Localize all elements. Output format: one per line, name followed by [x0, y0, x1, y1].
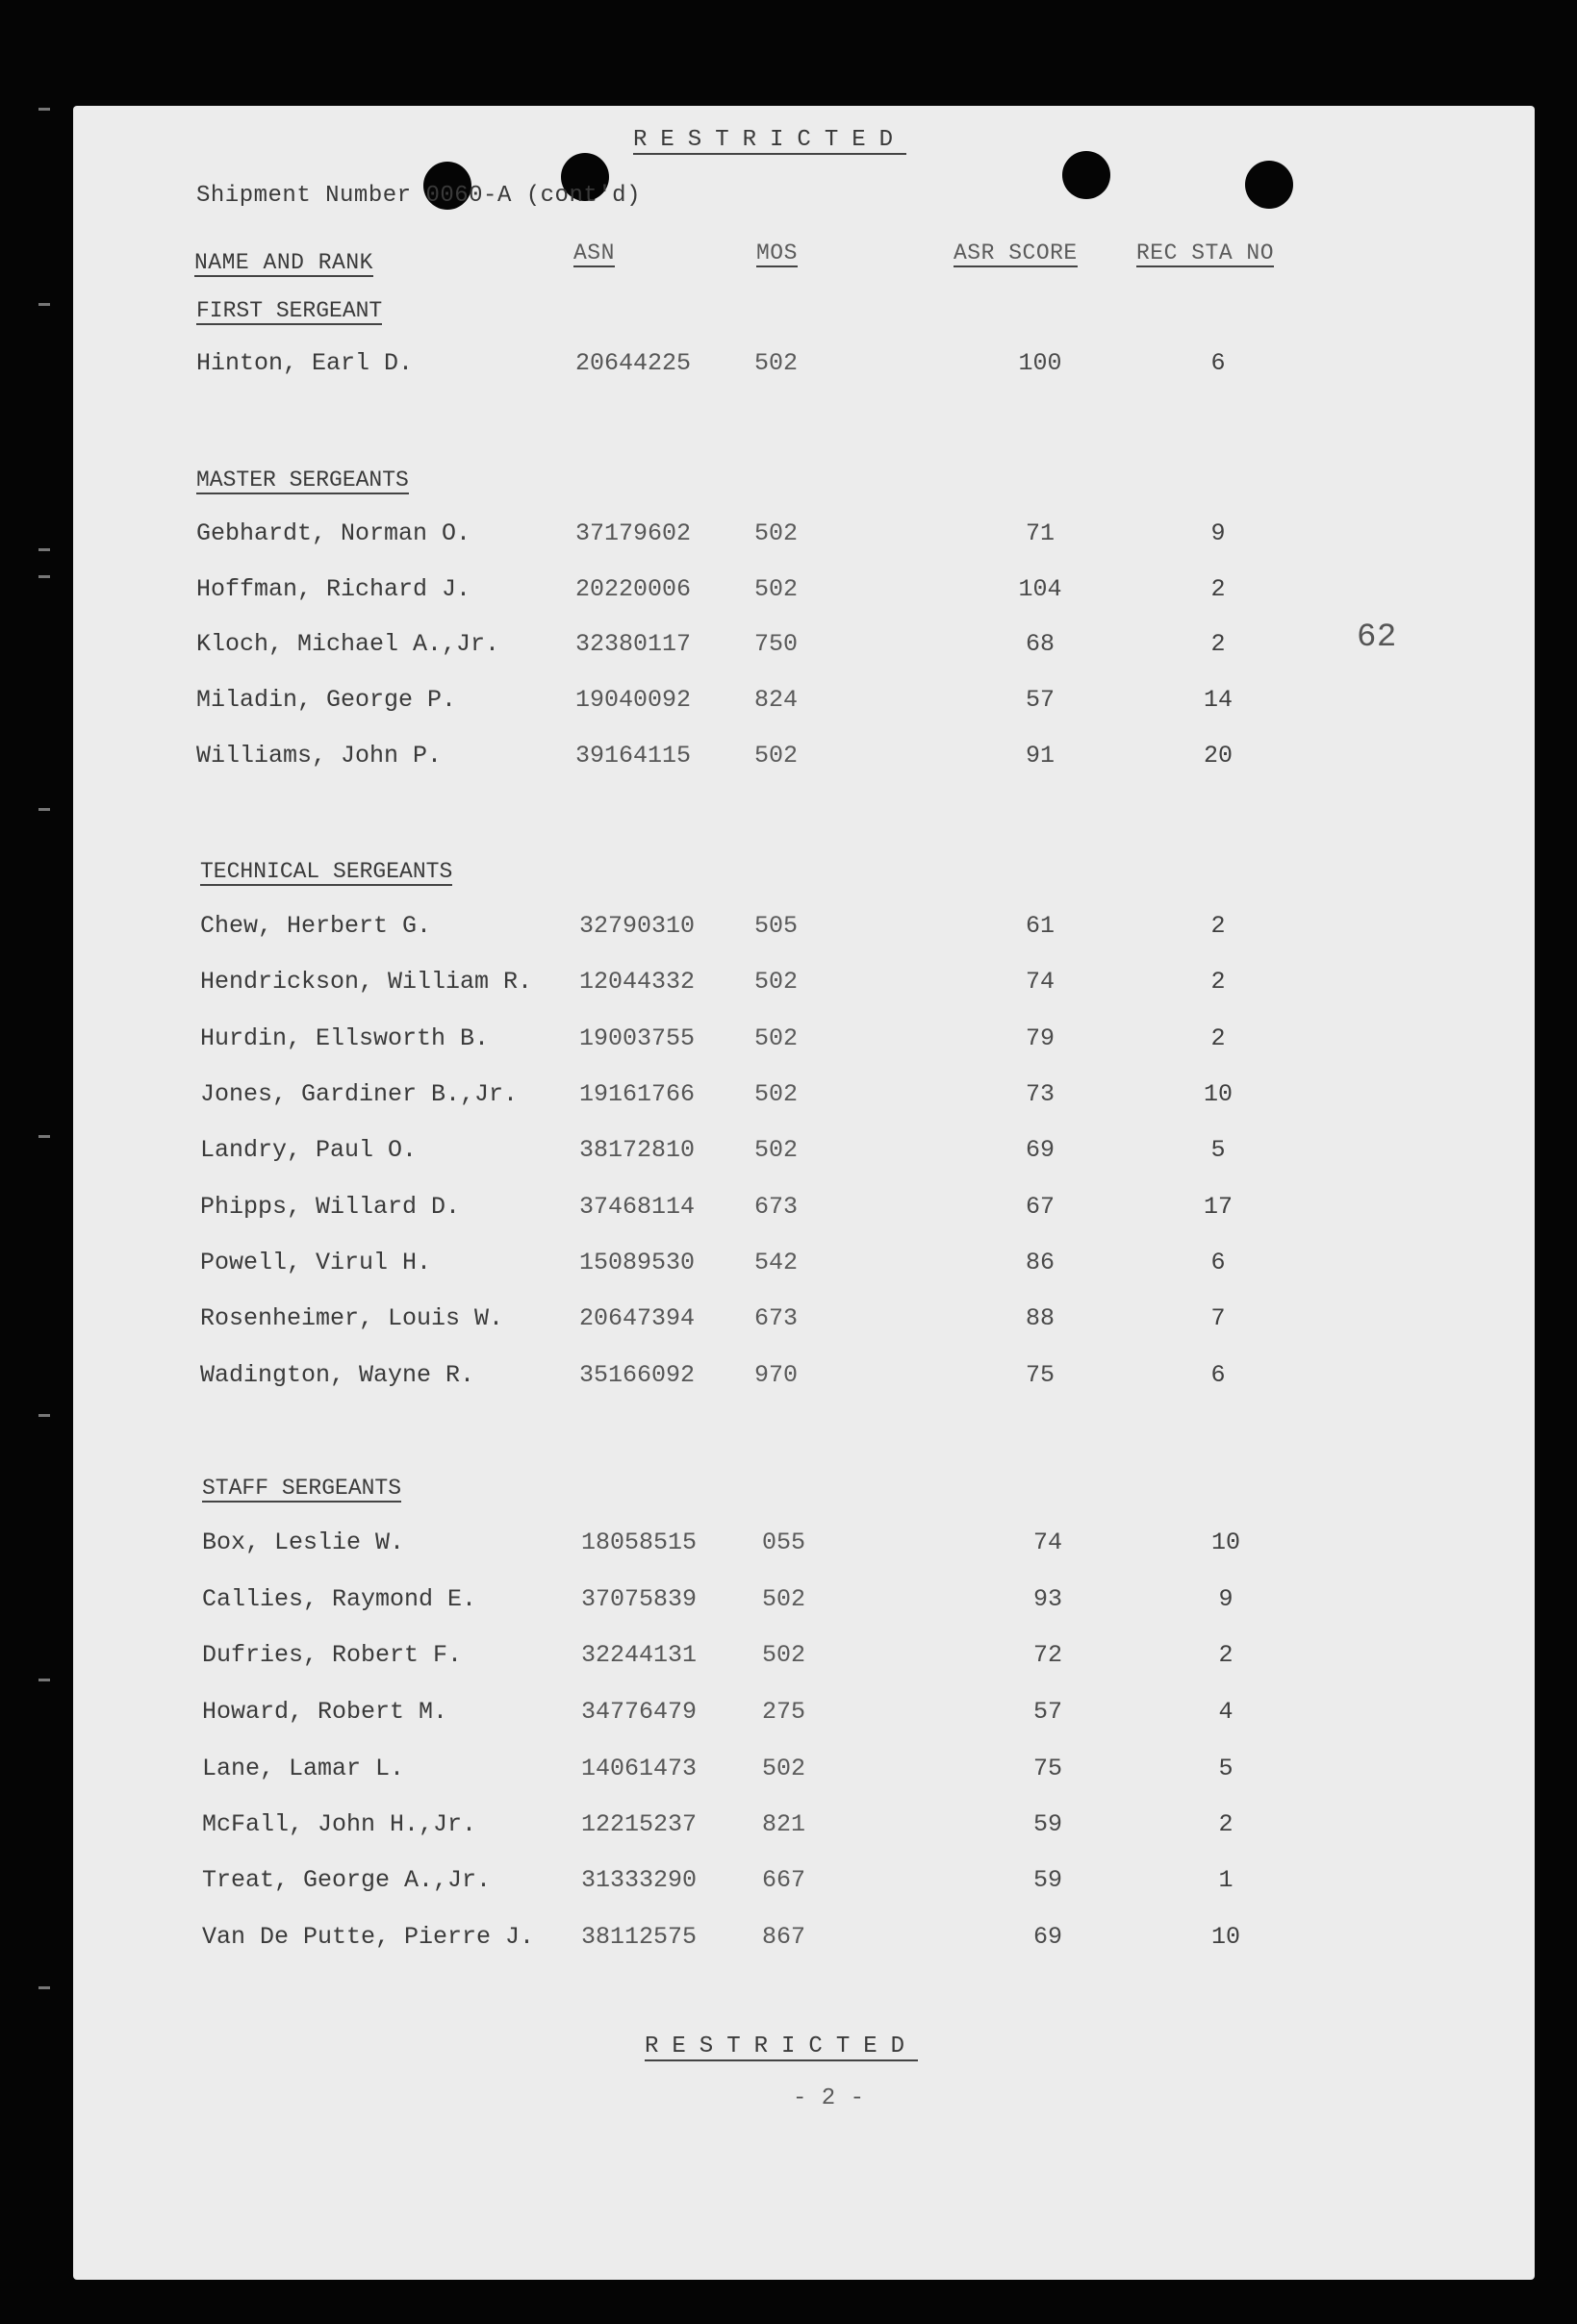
scan-mark: [38, 1414, 50, 1417]
table-row: [73, 1024, 1535, 1063]
cell-mos: 502: [754, 519, 799, 547]
cell-mos: 502: [754, 742, 799, 770]
cell-mos: 867: [762, 1923, 806, 1951]
cell-asn: 31333290: [581, 1866, 698, 1894]
cell-score: 75: [1032, 1755, 1062, 1782]
cell-asn: 18058515: [581, 1528, 698, 1556]
column-header-mos: MOS: [756, 240, 798, 265]
margin-number: 62: [1357, 619, 1397, 656]
cell-name: Treat, George A.,Jr.: [202, 1866, 492, 1894]
table-row: [73, 1249, 1535, 1287]
cell-rec: 2: [1218, 1810, 1234, 1838]
cell-score: 59: [1032, 1810, 1062, 1838]
cell-score: 61: [1025, 912, 1055, 940]
cell-mos: 502: [754, 575, 799, 603]
cell-score: 93: [1032, 1585, 1062, 1613]
table-row: [73, 742, 1535, 780]
classification-footer: RESTRICTED: [645, 2034, 919, 2059]
table-row: [73, 1361, 1535, 1400]
cell-asn: 12044332: [579, 968, 696, 996]
table-row: [73, 1923, 1535, 1961]
table-row: [73, 1136, 1535, 1175]
cell-rec: 7: [1210, 1304, 1226, 1332]
cell-rec: 6: [1210, 349, 1226, 377]
cell-mos: 275: [762, 1698, 806, 1726]
cell-score: 72: [1032, 1641, 1062, 1669]
cell-score: 79: [1025, 1024, 1055, 1052]
cell-rec: 2: [1210, 968, 1226, 996]
cell-mos: 824: [754, 686, 799, 714]
cell-asn: 14061473: [581, 1755, 698, 1782]
table-row: [73, 1304, 1535, 1343]
cell-rec: 9: [1210, 519, 1226, 547]
cell-score: 67: [1025, 1193, 1055, 1221]
cell-asn: 20647394: [579, 1304, 696, 1332]
table-row: [73, 1755, 1535, 1793]
cell-score: 57: [1032, 1698, 1062, 1726]
table-row: [73, 349, 1535, 388]
cell-score: 100: [1018, 349, 1062, 377]
table-row: [73, 1080, 1535, 1119]
cell-mos: 970: [754, 1361, 799, 1389]
cell-name: Lane, Lamar L.: [202, 1755, 405, 1782]
shipment-number: Shipment Number 0060-A (cont'd): [196, 183, 641, 209]
table-row: [73, 968, 1535, 1006]
table-row: [73, 1641, 1535, 1680]
scan-mark: [38, 1986, 50, 1989]
scan-mark: [38, 575, 50, 578]
cell-name: Hurdin, Ellsworth B.: [200, 1024, 490, 1052]
column-header-rec: REC STA NO: [1136, 240, 1275, 265]
cell-name: Dufries, Robert F.: [202, 1641, 463, 1669]
section-title-master-sergeants: MASTER SERGEANTS: [196, 467, 409, 493]
cell-score: 57: [1025, 686, 1055, 714]
cell-mos: 505: [754, 912, 799, 940]
punch-hole: [1245, 161, 1293, 209]
section-title-first-sergeant: FIRST SERGEANT: [196, 298, 383, 323]
cell-rec: 10: [1203, 1080, 1233, 1108]
cell-name: Box, Leslie W.: [202, 1528, 405, 1556]
cell-rec: 10: [1210, 1923, 1240, 1951]
cell-asn: 15089530: [579, 1249, 696, 1276]
table-row: [73, 1193, 1535, 1231]
scan-mark: [38, 548, 50, 551]
cell-name: Hinton, Earl D.: [196, 349, 414, 377]
scan-mark: [38, 1679, 50, 1681]
cell-asn: 38172810: [579, 1136, 696, 1164]
cell-asn: 19161766: [579, 1080, 696, 1108]
cell-mos: 502: [762, 1585, 806, 1613]
cell-name: Hoffman, Richard J.: [196, 575, 471, 603]
column-header-asn: ASN: [573, 240, 615, 265]
cell-name: Kloch, Michael A.,Jr.: [196, 630, 500, 658]
cell-score: 69: [1025, 1136, 1055, 1164]
cell-mos: 667: [762, 1866, 806, 1894]
cell-name: Wadington, Wayne R.: [200, 1361, 475, 1389]
cell-rec: 2: [1210, 912, 1226, 940]
cell-name: Phipps, Willard D.: [200, 1193, 461, 1221]
table-row: [73, 912, 1535, 950]
cell-name: Hendrickson, William R.: [200, 968, 533, 996]
cell-asn: 38112575: [581, 1923, 698, 1951]
cell-rec: 10: [1210, 1528, 1240, 1556]
cell-asn: 12215237: [581, 1810, 698, 1838]
cell-name: Williams, John P.: [196, 742, 443, 770]
cell-asn: 39164115: [575, 742, 692, 770]
scan-mark: [38, 1135, 50, 1138]
cell-mos: 502: [762, 1641, 806, 1669]
cell-name: Rosenheimer, Louis W.: [200, 1304, 504, 1332]
cell-mos: 502: [754, 968, 799, 996]
table-row: [73, 686, 1535, 724]
classification-header: RESTRICTED: [633, 127, 907, 153]
cell-score: 74: [1025, 968, 1055, 996]
cell-mos: 502: [754, 349, 799, 377]
cell-mos: 542: [754, 1249, 799, 1276]
cell-rec: 2: [1210, 630, 1226, 658]
cell-rec: 20: [1203, 742, 1233, 770]
cell-asn: 37075839: [581, 1585, 698, 1613]
cell-score: 74: [1032, 1528, 1062, 1556]
table-row: [73, 519, 1535, 558]
cell-score: 69: [1032, 1923, 1062, 1951]
cell-rec: 2: [1210, 575, 1226, 603]
cell-score: 86: [1025, 1249, 1055, 1276]
cell-score: 88: [1025, 1304, 1055, 1332]
cell-score: 59: [1032, 1866, 1062, 1894]
cell-asn: 20220006: [575, 575, 692, 603]
cell-name: Gebhardt, Norman O.: [196, 519, 471, 547]
cell-mos: 502: [754, 1080, 799, 1108]
cell-asn: 37468114: [579, 1193, 696, 1221]
column-header-name: NAME AND RANK: [194, 250, 373, 275]
cell-rec: 14: [1203, 686, 1233, 714]
cell-rec: 2: [1210, 1024, 1226, 1052]
cell-mos: 673: [754, 1304, 799, 1332]
cell-score: 104: [1018, 575, 1062, 603]
cell-asn: 19003755: [579, 1024, 696, 1052]
table-row: [73, 630, 1535, 669]
cell-name: Howard, Robert M.: [202, 1698, 448, 1726]
cell-score: 91: [1025, 742, 1055, 770]
cell-mos: 055: [762, 1528, 806, 1556]
cell-rec: 6: [1210, 1249, 1226, 1276]
cell-score: 71: [1025, 519, 1055, 547]
cell-rec: 1: [1218, 1866, 1234, 1894]
cell-score: 68: [1025, 630, 1055, 658]
cell-mos: 502: [762, 1755, 806, 1782]
cell-mos: 673: [754, 1193, 799, 1221]
section-title-technical-sergeants: TECHNICAL SERGEANTS: [200, 859, 453, 884]
table-row: [73, 1810, 1535, 1849]
cell-asn: 35166092: [579, 1361, 696, 1389]
cell-name: Powell, Virul H.: [200, 1249, 432, 1276]
cell-asn: 32244131: [581, 1641, 698, 1669]
cell-name: Van De Putte, Pierre J.: [202, 1923, 535, 1951]
cell-name: McFall, John H.,Jr.: [202, 1810, 477, 1838]
document-page: [73, 106, 1535, 2280]
cell-asn: 20644225: [575, 349, 692, 377]
cell-asn: 32380117: [575, 630, 692, 658]
cell-asn: 37179602: [575, 519, 692, 547]
scan-mark: [38, 108, 50, 111]
cell-mos: 821: [762, 1810, 806, 1838]
cell-rec: 4: [1218, 1698, 1234, 1726]
cell-rec: 5: [1210, 1136, 1226, 1164]
cell-asn: 32790310: [579, 912, 696, 940]
cell-name: Miladin, George P.: [196, 686, 457, 714]
cell-name: Callies, Raymond E.: [202, 1585, 477, 1613]
cell-rec: 5: [1218, 1755, 1234, 1782]
cell-asn: 19040092: [575, 686, 692, 714]
cell-rec: 2: [1218, 1641, 1234, 1669]
section-title-staff-sergeants: STAFF SERGEANTS: [202, 1476, 402, 1501]
table-row: [73, 1528, 1535, 1567]
page-number: - 2 -: [793, 2085, 865, 2111]
scan-mark: [38, 808, 50, 811]
cell-name: Chew, Herbert G.: [200, 912, 432, 940]
table-row: [73, 1698, 1535, 1736]
scan-mark: [38, 303, 50, 306]
column-header-score: ASR SCORE: [954, 240, 1078, 265]
cell-asn: 34776479: [581, 1698, 698, 1726]
cell-name: Jones, Gardiner B.,Jr.: [200, 1080, 519, 1108]
punch-hole: [1062, 151, 1110, 199]
cell-name: Landry, Paul O.: [200, 1136, 418, 1164]
table-row: [73, 1866, 1535, 1905]
cell-rec: 6: [1210, 1361, 1226, 1389]
cell-mos: 750: [754, 630, 799, 658]
table-row: [73, 1585, 1535, 1624]
cell-score: 75: [1025, 1361, 1055, 1389]
cell-score: 73: [1025, 1080, 1055, 1108]
cell-mos: 502: [754, 1136, 799, 1164]
cell-rec: 9: [1218, 1585, 1234, 1613]
cell-mos: 502: [754, 1024, 799, 1052]
cell-rec: 17: [1203, 1193, 1233, 1221]
table-row: [73, 575, 1535, 614]
